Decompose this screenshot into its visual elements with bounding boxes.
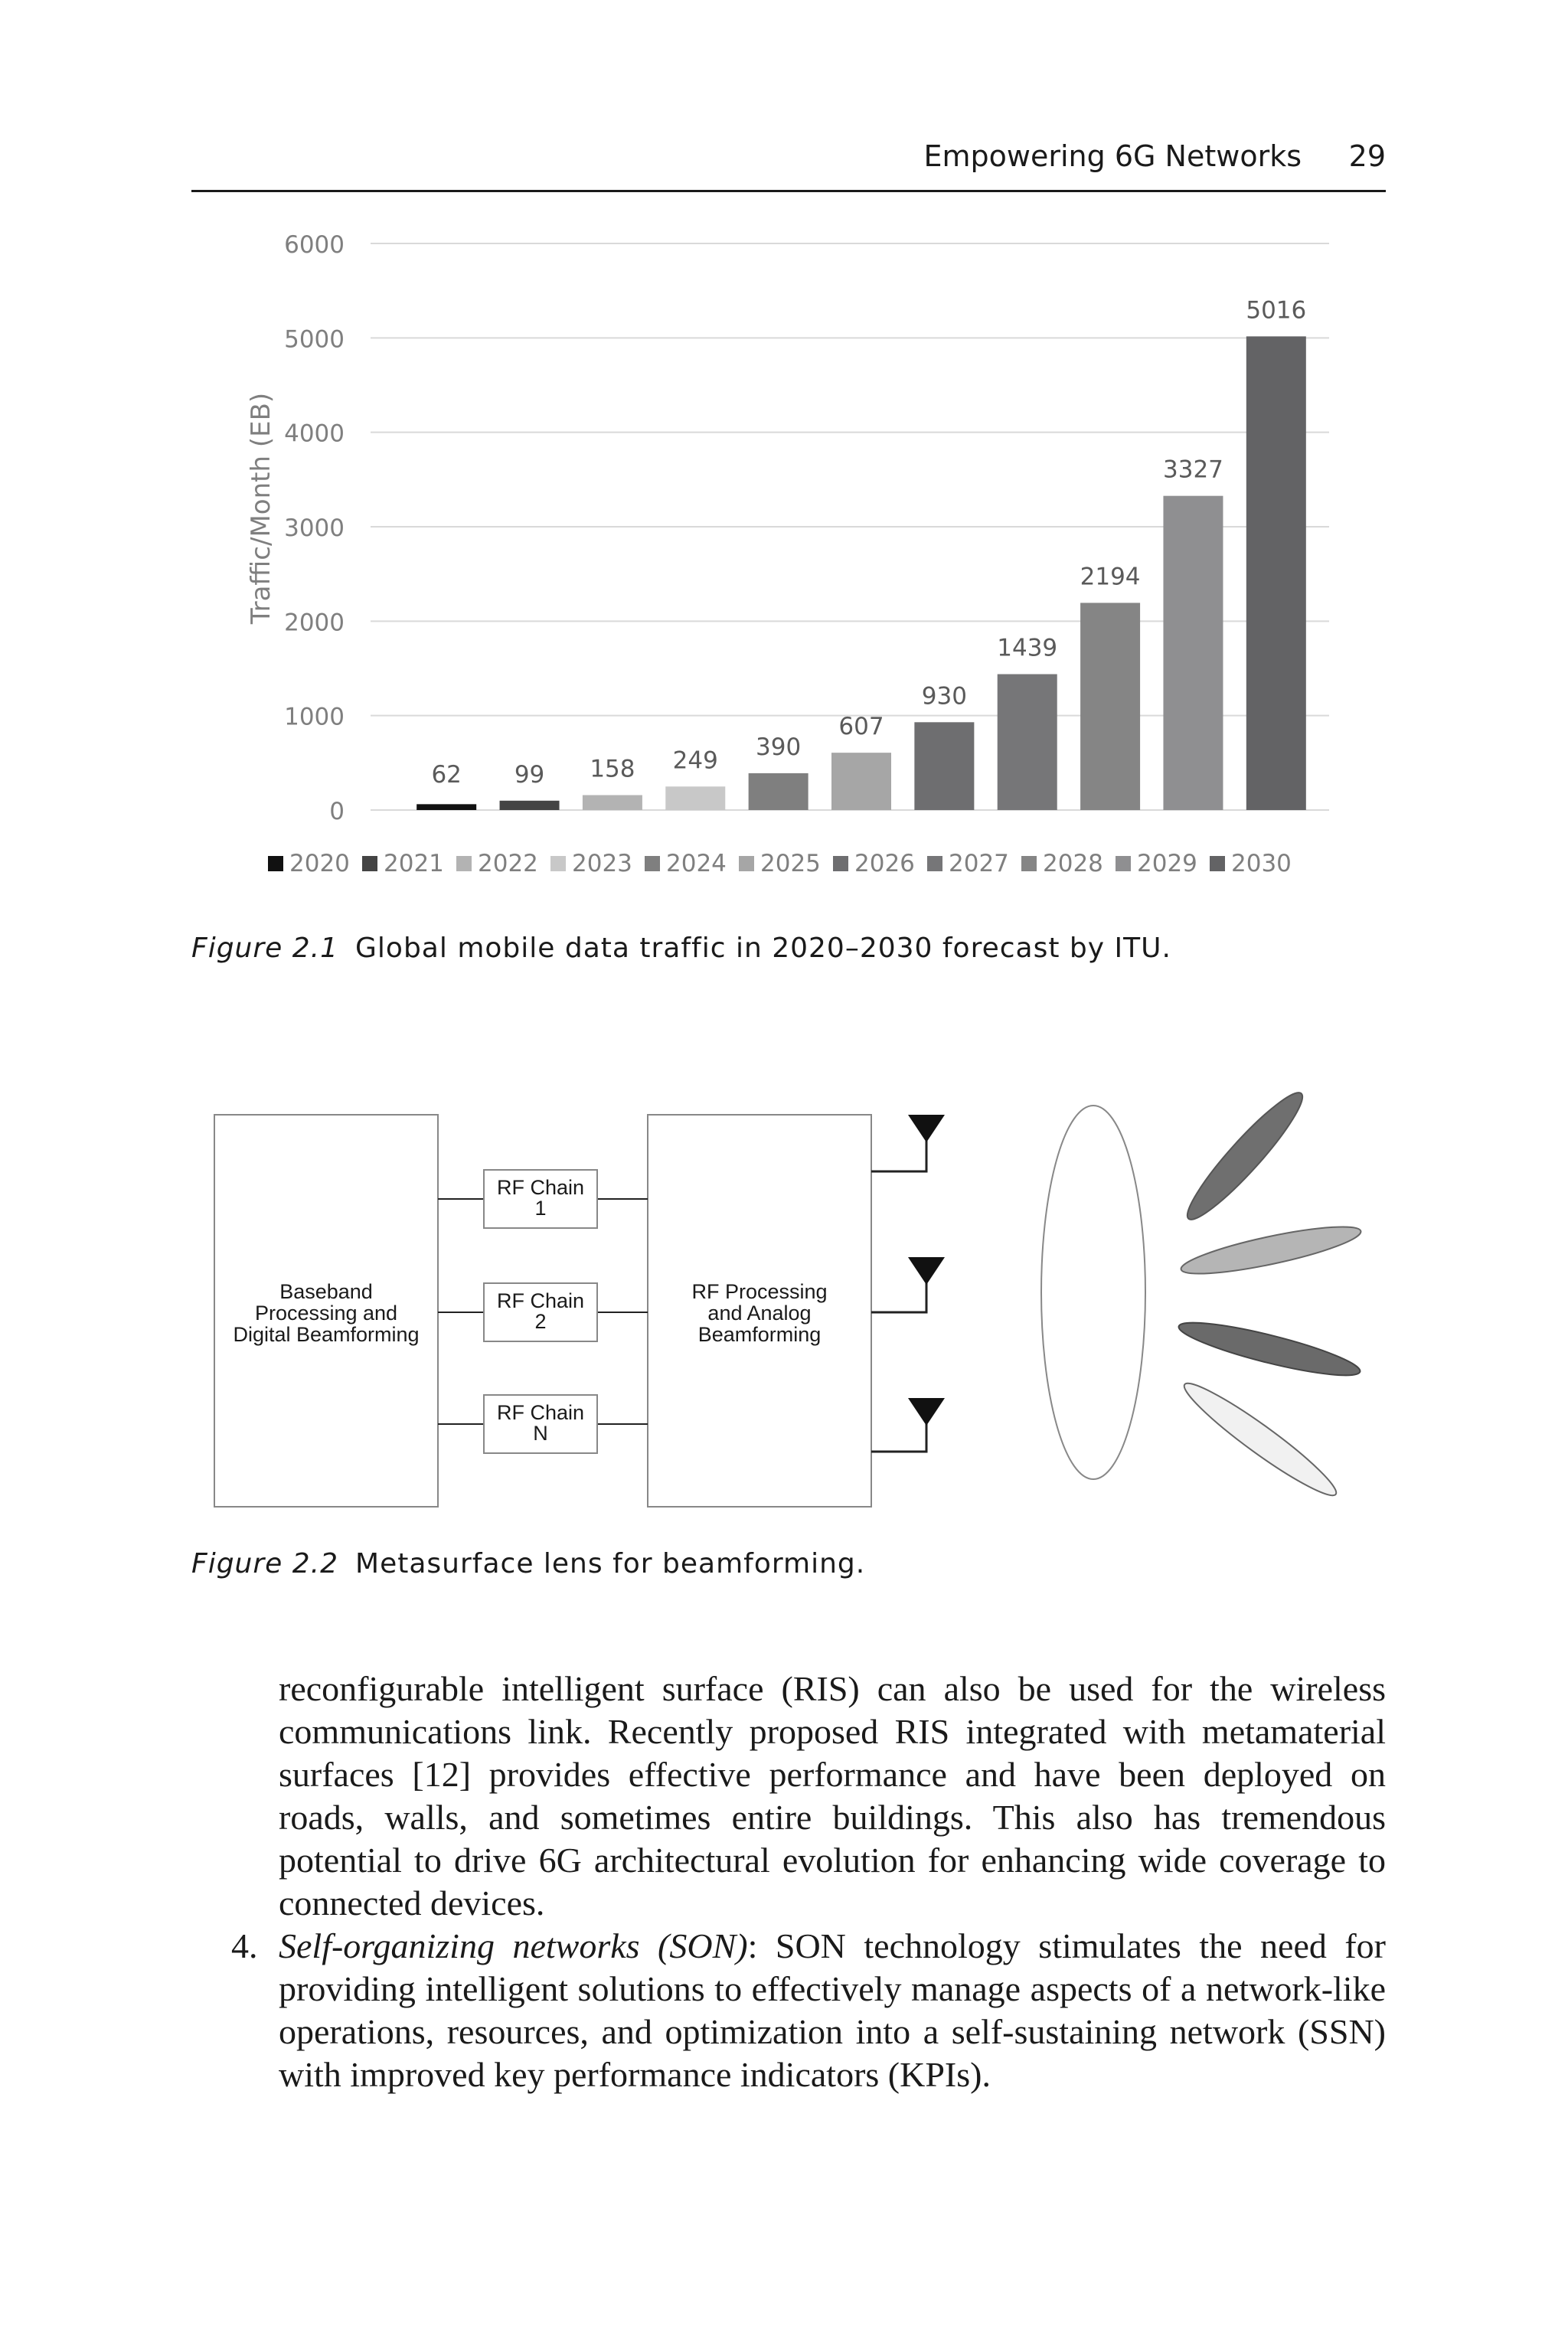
baseband-line-2: Processing and (254, 1302, 398, 1325)
y-axis-label: Traffic/Month (EB) (246, 392, 276, 625)
figure-2-caption-text: Metasurface lens for beamforming. (355, 1548, 866, 1579)
figure-1-label: Figure 2.1 (191, 933, 339, 964)
legend-label-2030: 2030 (1231, 850, 1292, 877)
rf-chain-2-line-1: RF Chain (496, 1289, 585, 1312)
legend-label-2025: 2025 (760, 850, 821, 877)
antenna-icon (908, 1257, 945, 1285)
legend-label-2021: 2021 (384, 850, 444, 877)
data-label-2024: 390 (756, 733, 802, 761)
list-item-term: Self-organizing networks (SON) (279, 1926, 748, 1965)
legend-label-2028: 2028 (1043, 850, 1103, 877)
rf-processing-line-1: RF Processing (691, 1280, 828, 1303)
legend-label-2026: 2026 (854, 850, 915, 877)
legend-label-2023: 2023 (572, 850, 632, 877)
data-label-2022: 158 (590, 755, 635, 783)
rf-chain-1-line-1: RF Chain (496, 1176, 585, 1199)
y-tick-label: 3000 (284, 514, 345, 542)
rf-processing-line-3: Beamforming (697, 1323, 822, 1346)
rf-chain-1-line-2: 1 (534, 1197, 547, 1220)
data-label-2020: 62 (431, 761, 462, 789)
figure-2-label: Figure 2.2 (191, 1548, 339, 1579)
y-tick-label: 1000 (284, 703, 345, 731)
metasurface-lens (1041, 1106, 1145, 1479)
beam-lobe-3 (1175, 1313, 1363, 1385)
data-label-2027: 1439 (997, 634, 1058, 662)
legend-label-2020: 2020 (289, 850, 350, 877)
legend-label-2022: 2022 (478, 850, 538, 877)
list-item-son (231, 1925, 1386, 2096)
beam-lobe-2 (1178, 1217, 1364, 1282)
paragraph-ris: reconfigurable intelligent surface (RIS) can also be used for the wireless communications link. Recently proposed RIS integrated with metamaterial surfaces [12] provides effective performance and have been deployed on roads, walls, and sometimes entire buildings. This also has tremendous potential to drive 6G architectural evolution for enhancing wide coverage to connected devices. (279, 1669, 1386, 1922)
running-header-title: Empowering 6G Networks (923, 139, 1302, 173)
list-item-colon: : (747, 1926, 758, 1965)
rf-processing-line-2: and Analog (707, 1302, 812, 1325)
rf-chain-n-line-2: N (533, 1422, 548, 1445)
data-label-2030: 5016 (1246, 296, 1307, 325)
baseband-line-3: Digital Beamforming (233, 1323, 420, 1346)
y-tick-label: 2000 (284, 609, 345, 637)
antenna-icon (908, 1115, 945, 1142)
figure-1-caption-text: Global mobile data traffic in 2020–2030 forecast by ITU. (355, 933, 1171, 964)
beam-lobe-1 (1178, 1083, 1313, 1229)
list-item-text: SON technology stimulates the need for providing intelligent solutions to effectively manage aspects of a network-like operations, resources, and optimization into a self-sustaining network (SSN) with improved key performance indicators (KPIs). (279, 1926, 1386, 2094)
rf-chain-n-line-1: RF Chain (496, 1401, 585, 1424)
page-number: 29 (1348, 139, 1386, 173)
baseband-line-1: Baseband (279, 1280, 373, 1303)
data-label-2021: 99 (514, 760, 545, 789)
legend-label-2027: 2027 (949, 850, 1009, 877)
rf-chain-2-line-2: 2 (534, 1310, 547, 1333)
data-label-2029: 3327 (1163, 456, 1223, 484)
y-tick-label: 6000 (284, 231, 345, 259)
y-tick-label: 5000 (284, 325, 345, 354)
antenna-icon (908, 1398, 945, 1426)
y-tick-label: 4000 (284, 420, 345, 448)
data-label-2023: 249 (672, 746, 718, 775)
data-label-2025: 607 (838, 713, 884, 741)
data-label-2028: 2194 (1080, 563, 1141, 591)
y-tick-label: 0 (329, 798, 345, 825)
legend-label-2024: 2024 (666, 850, 727, 877)
legend-label-2029: 2029 (1137, 850, 1197, 877)
beam-lobe-4 (1177, 1374, 1344, 1506)
body-text (231, 1668, 1386, 2096)
figure-2-caption (191, 1548, 1416, 1579)
list-item-number: 4. (231, 1926, 258, 1965)
data-label-2026: 930 (921, 682, 967, 710)
